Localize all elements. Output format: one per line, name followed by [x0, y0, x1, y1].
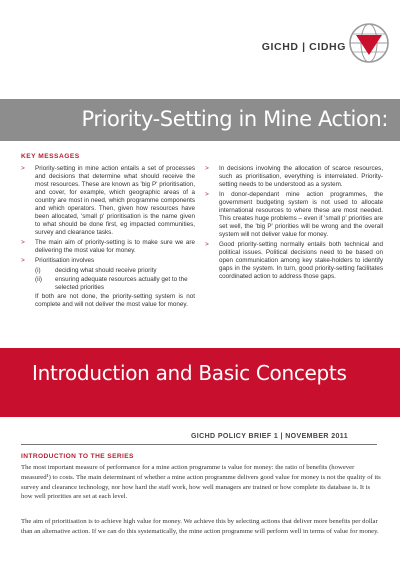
- key-message-item: [205, 165, 383, 189]
- sub-list-item: [21, 267, 195, 275]
- policy-brief-label: GICHD POLICY BRIEF 1 | NOVEMBER 2011: [190, 433, 348, 440]
- key-message-text: Good priority-setting normally entails both technical and political issues. Political decisions need to be based on open communication among key stake-holders to identify gaps in the system. In turn, good priority-setting facilitates coordinated action to address those gaps.: [219, 241, 383, 280]
- divider: [21, 444, 377, 445]
- sub-list-number: (i): [35, 267, 41, 274]
- sub-list-number: (ii): [35, 276, 42, 283]
- arrow-bullet-icon: >: [21, 257, 25, 264]
- key-message-note: If both are not done, the priority-setting system is not complete and will not deliver the most value for money.: [35, 293, 195, 308]
- brand-name: GICHD | CIDHG: [261, 41, 346, 53]
- key-message-text: Prioritisation involves: [35, 257, 95, 264]
- intro-paragraph-1: The most important measure of performance for a mine action programme is value for money: the ratio of benefits (however measured¹) to costs. The main determinant of whether a mine action programme delivers good value for money is not the quality of its survey and clearance technology, nor how hard the staff work, how well managers are trained or how complete its database is. It is how well priorities are set at each level.: [21, 464, 381, 501]
- section-title: Introduction and Basic Concepts: [32, 361, 347, 385]
- key-messages-left-column: [21, 165, 195, 309]
- section-band: [0, 348, 400, 417]
- intro-heading: INTRODUCTION TO THE SERIES: [21, 453, 134, 460]
- sub-list-text: deciding what should receive priority: [55, 267, 157, 274]
- key-message-item: [21, 257, 195, 265]
- key-messages-right-column: [205, 165, 383, 283]
- key-message-item: [205, 241, 383, 281]
- arrow-bullet-icon: >: [205, 165, 209, 172]
- arrow-bullet-icon: >: [21, 239, 25, 246]
- key-message-text: In decisions involving the allocation of scarce resources, such as prioritisation, everything is interrelated. Priority-setting needs to be understood as a system.: [219, 165, 383, 188]
- gichd-globe-logo-icon: [348, 22, 390, 64]
- key-messages-heading: KEY MESSAGES: [21, 153, 80, 160]
- key-message-item: [21, 239, 195, 255]
- page-header: [0, 0, 400, 100]
- key-message-item: [21, 165, 195, 237]
- arrow-bullet-icon: >: [205, 191, 209, 198]
- page-title: Priority-Setting in Mine Action:: [81, 107, 388, 131]
- arrow-bullet-icon: >: [205, 241, 209, 248]
- sub-list-item: [21, 276, 195, 292]
- key-message-text: Priority-setting in mine action entails a set of processes and decisions that determine what should receive the most resources. These are known as 'big P' prioritisation, and cover, for example, which geographic areas of a country are most in need, which programme components and which operators. Then, given how resources have been allocated, 'small p' prioritisation is the name given to what should be done first, eg impacted communities, survey and clearance tasks.: [35, 165, 195, 236]
- arrow-bullet-icon: >: [21, 165, 25, 172]
- sub-list-text: ensuring adequate resources actually get to the selected priorities: [55, 276, 188, 291]
- intro-paragraph-2: The aim of prioritisation is to achieve high value for money. We achieve this by selecting actions that deliver more benefits per dollar than an alternative action. If we can do this systematically, the mine action programme will perform well in terms of value for money.: [21, 518, 379, 535]
- key-message-text: In donor-dependant mine action programmes, the government budgeting system is not used to allocate international resources to where these are most needed. This creates huge problems – even if 'small p' priorities are set well, the 'big P' priorities will be wrong and the overall system will not deliver value for money.: [219, 191, 383, 238]
- key-message-text: The main aim of priority-setting is to make sure we are delivering the most value for money.: [35, 239, 195, 254]
- title-band: [0, 99, 400, 141]
- key-message-item: [205, 191, 383, 239]
